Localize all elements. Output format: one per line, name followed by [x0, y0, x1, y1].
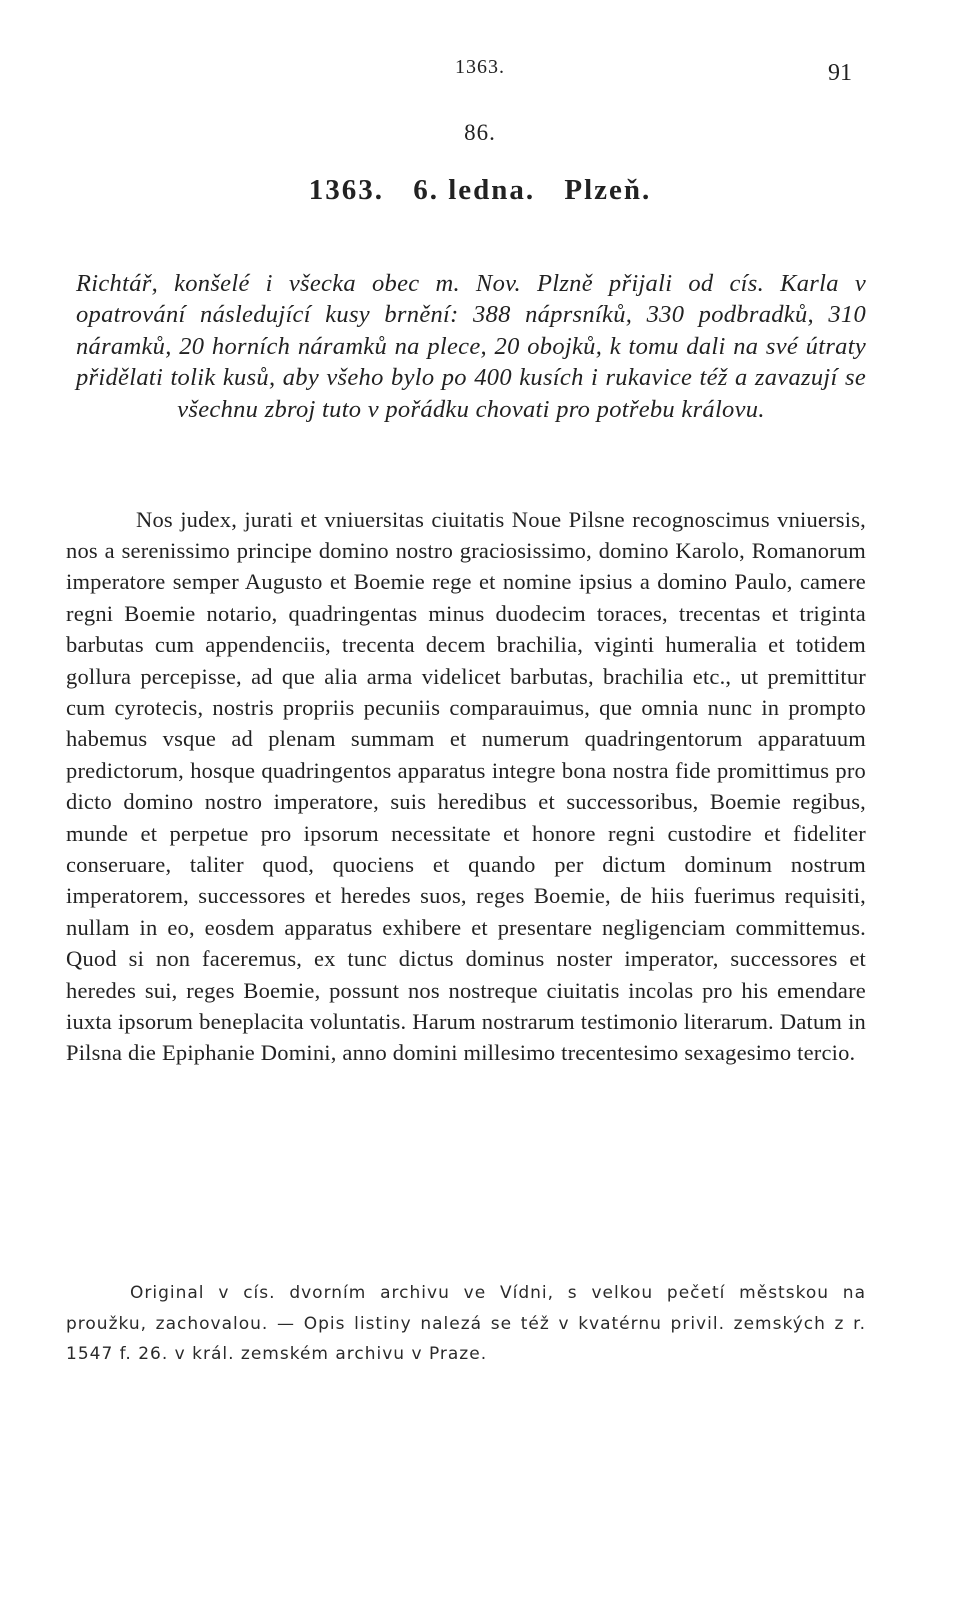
czech-regest: Richtář, konšelé i všecka obec m. Nov. Plzně přijali od cís. Karla v opatrování následující kusy brnění: 388 náprsníků, 330 podbradků, 310 náramků, 20 horních náramků na plece, 20 obojků, k tomu dali na své útraty přidělati tolik kusů, aby všeho bylo po 400 kusích i rukavice též a zavazují se všechnu zbroj tuto v pořádku chovati pro potřebu královu.	[76, 269, 866, 423]
running-head-year: 1363.	[455, 56, 505, 78]
latin-charter-text: Nos judex, jurati et vniuersitas ciuitatis Noue Pilsne recognoscimus vniuersis, nos a serenissimo principe domino nostro graciosissimo, domino Karolo, Romanorum imperatore semper Augusto et Boemie rege et nomine ipsius a domino Paulo, camere regni Boemie notario, quadringentas minus duodecim toraces, trecentas et triginta barbutas cum appendenciis, trecenta decem brachilia, viginti humeralia et totidem gollura percepisse, ad que alia arma videlicet barbutas, brachilia etc., ut premittitur cum cyrotecis, nostris propriis pecuniis comparauimus, que omnia nunc in prompto habemus vsque ad plenam summam et numerum quadringentorum apparatuum predictorum, hosque quadringentos apparatus integre bona nostra fide promittimus pro dicto domino nostro imperatore, suis heredibus et successoribus, Boemie regibus, munde et perpetue pro ipsorum necessitate et honore regni custodire et fideliter conseruare, taliter quod, quociens et quando per dictum dominum nostrum imperatorem, successores et heredes suos, reges Boemie, de hiis fuerimus requisiti, nullam in eo, eosdem apparatus exhibere et presentare negligenciam committemus. Quod si non faceremus, ex tunc dictus dominus noster imperator, successores et heredes sui, reges Boemie, possunt nos nostreque ciuitatis incolas pro his emendare iuxta ipsorum beneplacita voluntatis. Harum nostrarum testimonio literarum. Datum in Pilsna die Epiphanie Domini, anno domini millesimo trecentesimo sexagesimo tercio.	[66, 506, 866, 1066]
date-day: 6. ledna.	[413, 174, 536, 206]
page-number: 91	[828, 60, 852, 86]
archival-note: Original v cís. dvorním archivu ve Vídni, s velkou pečetí městskou na proužku, zachovalou. — Opis listiny nalezá se též v kvatérnu privil. zemských z r. 1547 f. 26. v král. zemském archivu v Praze.	[66, 1283, 866, 1364]
running-head	[0, 56, 960, 86]
document-date-heading	[0, 174, 960, 207]
date-place: Plzeň.	[564, 174, 652, 206]
document-number: 86.	[464, 120, 496, 145]
date-year: 1363.	[308, 174, 384, 206]
